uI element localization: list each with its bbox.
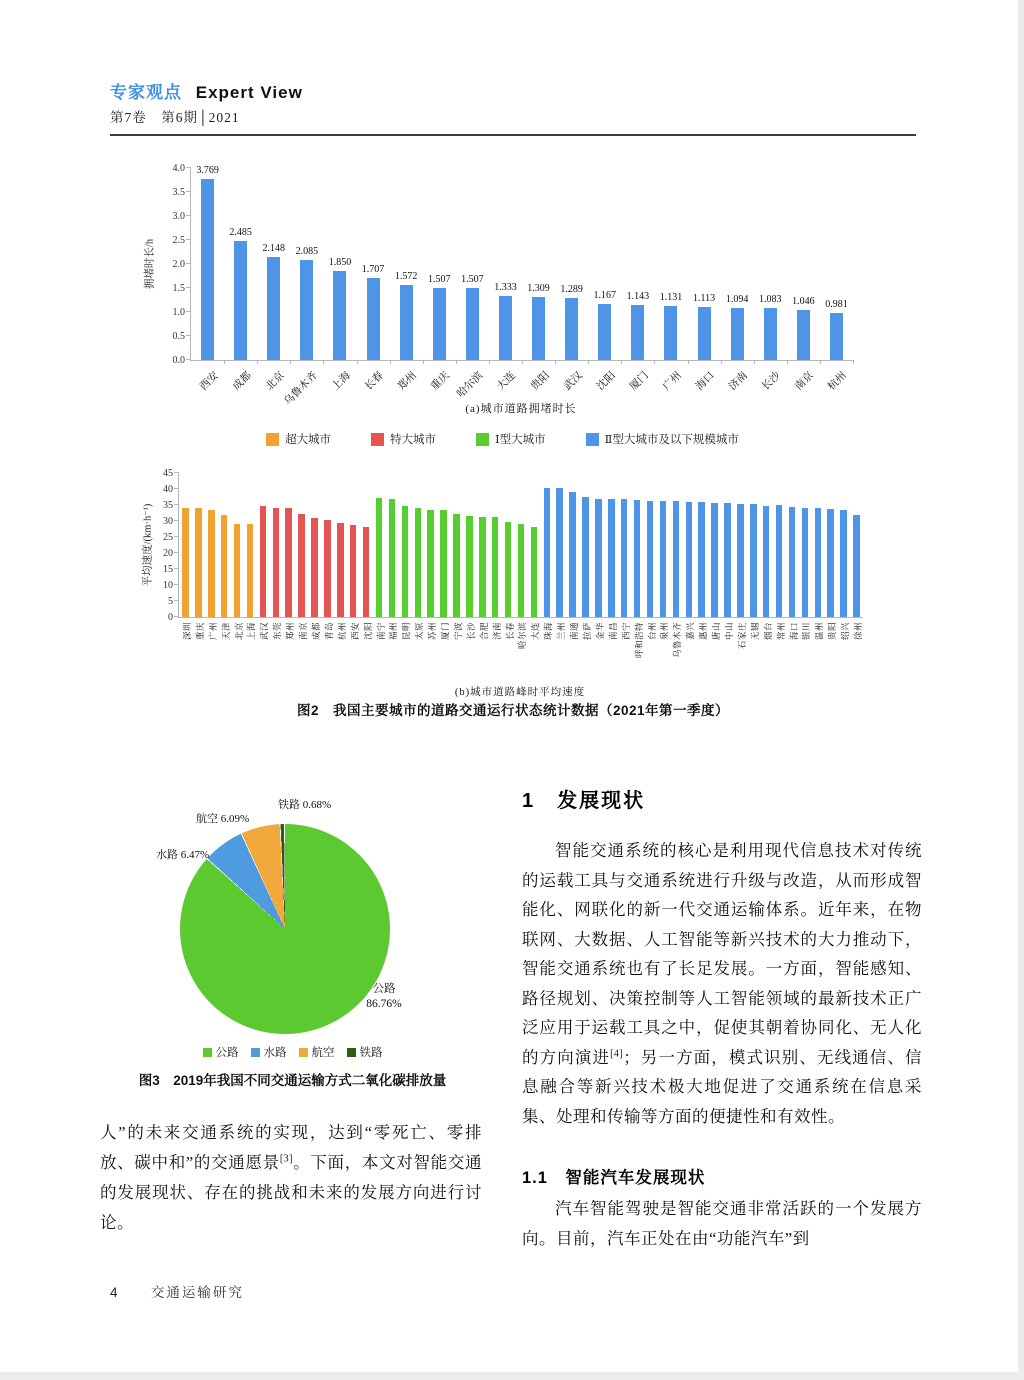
x-axis-city-label: 西宁 <box>620 622 631 641</box>
legend-label: 水路 <box>263 1047 287 1059</box>
x-axis-city-label: 合肥 <box>478 622 489 641</box>
bar <box>731 308 744 361</box>
y-axis-tick <box>186 263 191 264</box>
bar-value-label: 1.707 <box>361 264 385 276</box>
legend-label: 特大城市 <box>390 434 437 446</box>
legend-label: 公路 <box>215 1047 239 1059</box>
x-axis-city-label: 重庆 <box>194 622 205 641</box>
figure2-chart-a <box>145 160 860 420</box>
bar <box>267 257 280 360</box>
x-axis-city-label: 西安 <box>197 370 221 393</box>
x-axis-city-label: 厦门 <box>440 622 451 641</box>
y-axis-tick <box>174 520 179 521</box>
bar <box>466 288 479 360</box>
bar <box>389 499 396 617</box>
x-axis-city-label: 中山 <box>724 622 734 641</box>
x-axis-city-label: 济南 <box>491 622 502 641</box>
x-axis-city-label: 贵阳 <box>827 622 838 641</box>
legend-label: Ⅰ型大城市 <box>495 434 546 446</box>
x-axis-city-label: 重庆 <box>429 370 453 393</box>
x-axis-city-label: 上海 <box>330 370 353 393</box>
x-axis-city-label: 杭州 <box>826 370 850 393</box>
x-axis-city-label: 大连 <box>530 622 541 641</box>
x-axis-city-label: 长沙 <box>760 370 784 393</box>
y-axis-tick-label: 0.5 <box>172 331 185 342</box>
bar <box>453 514 460 617</box>
y-axis-tick <box>174 568 179 569</box>
x-axis-city-label: 石家庄 <box>736 622 747 650</box>
x-axis-city-label: 呼和浩特 <box>633 622 644 659</box>
x-axis-city-label: 武汉 <box>561 370 585 393</box>
bar-value-label: 1.289 <box>560 284 583 296</box>
pie-label-waterway: 水路 6.47% <box>156 849 210 861</box>
x-axis-city-label: 嘉兴 <box>685 622 696 641</box>
bar <box>582 497 589 617</box>
citation-ref-4: [4] <box>610 1048 624 1059</box>
y-axis-tick <box>186 191 191 192</box>
right-paragraph-1 <box>522 836 922 1131</box>
left-paragraph <box>100 1118 482 1238</box>
legend-item <box>371 431 436 447</box>
bar-value-label: 1.507 <box>461 273 484 285</box>
y-axis-tick <box>174 536 179 537</box>
bar <box>499 296 512 360</box>
legend-swatch <box>586 433 599 446</box>
bar <box>311 518 318 617</box>
y-axis-tick <box>174 504 179 505</box>
page-edge-bottom <box>0 1372 1024 1380</box>
bar <box>532 297 545 360</box>
x-axis-city-label: 南宁 <box>375 622 386 641</box>
legend-item <box>476 431 546 447</box>
x-axis-city-label: 常州 <box>775 622 786 641</box>
x-axis-city-label: 广州 <box>661 370 684 393</box>
y-axis-tick-label: 15 <box>163 564 173 575</box>
x-axis-city-label: 太原 <box>414 622 425 641</box>
bar <box>698 307 711 360</box>
bar <box>505 522 512 617</box>
x-axis-tick <box>588 360 589 364</box>
right-paragraph-1-text1: 智能交通系统的核心是利用现代信息技术对传统的运载工具与交通系统进行升级与改造，从而形成智能化、网联化的新一代交通运输体系。近年来，在物联网、大数据、人工智能等新兴技术的大力推动下，智能交通系统也有了长足发展。一方面，智能感知、路径规划、决策控制等人工智能领域的最新技术正广泛应用于运载工具之中，促使其朝着协同化、无人化的方向演进 <box>522 841 922 1067</box>
bar-value-label: 1.167 <box>593 289 616 301</box>
x-axis-city-label: 成都 <box>311 622 322 641</box>
x-axis-city-label: 成都 <box>230 370 254 393</box>
bar <box>433 288 446 360</box>
x-axis-city-label: 东莞 <box>272 622 283 641</box>
x-axis-city-label: 长春 <box>363 370 386 393</box>
y-axis-tick-label: 20 <box>163 548 173 559</box>
y-axis-tick <box>174 488 179 489</box>
bar <box>247 524 254 617</box>
y-axis-tick <box>186 287 191 288</box>
legend-item <box>251 1044 287 1060</box>
x-axis-city-label: 惠州 <box>698 622 709 641</box>
x-axis-tick <box>754 360 755 364</box>
x-axis-city-label: 福州 <box>388 622 399 641</box>
figure3 <box>100 788 485 1108</box>
x-axis-city-label: 海口 <box>694 370 717 393</box>
legend-swatch <box>203 1048 212 1057</box>
x-axis-city-label: 贵阳 <box>528 370 552 393</box>
bar-value-label: 1.309 <box>527 283 550 295</box>
x-axis-city-label: 银川 <box>801 622 812 641</box>
x-axis-city-label: 天津 <box>220 622 231 641</box>
chart-a-plot <box>144 163 853 408</box>
y-axis-tick <box>174 552 179 553</box>
bar <box>789 507 796 617</box>
y-axis-tick-label: 0 <box>168 612 173 623</box>
figure2-chart-b <box>142 466 865 698</box>
figure3-legend <box>100 1044 485 1060</box>
bar <box>544 488 551 617</box>
y-axis-tick <box>186 335 191 336</box>
citation-ref-3: [3] <box>279 1153 293 1165</box>
x-axis-city-label: 杭州 <box>336 622 347 641</box>
x-axis-tick <box>290 360 291 364</box>
x-axis-city-label: 武汉 <box>259 622 270 641</box>
bar <box>750 504 757 617</box>
x-axis-city-label: 哈尔滨 <box>455 370 486 401</box>
x-axis-city-label: 绍兴 <box>840 622 851 641</box>
x-axis-city-label: 唐山 <box>711 622 722 641</box>
header-rule <box>110 134 916 136</box>
x-axis-city-label: 大连 <box>495 370 519 393</box>
bar-value-label: 1.046 <box>792 295 815 307</box>
legend-label: 铁路 <box>359 1047 383 1059</box>
bar <box>853 515 860 617</box>
x-axis-city-label: 沈阳 <box>595 370 618 393</box>
x-axis-tick <box>224 360 225 364</box>
x-axis-tick <box>820 360 821 364</box>
y-axis-tick <box>174 472 179 473</box>
chart-b-plot <box>142 468 864 659</box>
x-axis-city-label: 沈阳 <box>362 622 373 641</box>
bar <box>376 498 383 617</box>
bar <box>337 523 344 617</box>
x-axis-city-label: 苏州 <box>427 622 438 641</box>
bar <box>466 516 473 617</box>
chart-a-ylabel: 拥堵时长/h <box>144 238 156 290</box>
legend-label: 超大城市 <box>285 434 332 446</box>
x-axis-tick <box>787 360 788 364</box>
y-axis-tick <box>186 239 191 240</box>
x-axis-tick <box>721 360 722 364</box>
bar <box>234 524 241 617</box>
journal-name: 交通运输研究 <box>150 1285 244 1300</box>
bar <box>363 527 370 617</box>
bar <box>664 306 677 360</box>
y-axis-tick-label: 3.5 <box>172 187 185 198</box>
bar <box>415 508 422 617</box>
bar <box>285 508 292 617</box>
x-axis-tick <box>522 360 523 364</box>
bar <box>221 515 228 617</box>
bar <box>631 305 644 360</box>
x-axis-city-label: 乌鲁木齐 <box>282 370 320 408</box>
left-paragraph-text2: 。下面，本文对智能交通的发展现状、存在的挑战和未来的发展方向进行讨论。 <box>100 1153 483 1232</box>
x-axis-city-label: 南昌 <box>607 622 618 641</box>
bar <box>234 241 247 360</box>
bar <box>595 499 602 617</box>
chart-a-subtitle: (a)城市道路拥堵时长 <box>465 403 577 415</box>
x-axis-city-label: 南京 <box>793 370 817 393</box>
pie-label-road <box>348 982 420 1012</box>
legend-swatch <box>371 433 384 446</box>
bar <box>427 510 434 617</box>
x-axis-city-label: 乌鲁木齐 <box>672 622 683 659</box>
bar-value-label: 1.113 <box>692 292 716 304</box>
x-axis-city-label: 无锡 <box>749 622 760 641</box>
bar-value-label: 3.769 <box>196 165 219 177</box>
bar <box>827 509 834 617</box>
bar-value-label: 0.981 <box>825 298 848 310</box>
y-axis-tick <box>186 311 191 312</box>
legend-swatch <box>299 1048 308 1057</box>
figure2-caption: 图2 我国主要城市的道路交通运行状态统计数据（2021年第一季度） <box>296 703 730 718</box>
bar <box>531 527 538 617</box>
y-axis-tick-label: 2.0 <box>172 259 185 270</box>
bar <box>569 492 576 617</box>
x-axis-city-label: 郑州 <box>396 370 420 393</box>
bar <box>737 504 744 617</box>
issue-info: 第7卷 第6期│2021 <box>110 110 240 125</box>
x-axis-city-label: 台州 <box>646 622 657 641</box>
bar <box>201 179 214 360</box>
y-axis-tick-label: 45 <box>163 468 173 479</box>
bar-value-label: 1.507 <box>428 273 451 285</box>
bar-value-label: 2.485 <box>229 226 252 238</box>
x-axis-city-label: 哈尔滨 <box>517 622 528 650</box>
y-axis-tick-label: 2.5 <box>172 235 185 246</box>
bar-value-label: 2.148 <box>262 242 285 254</box>
legend-swatch <box>476 433 489 446</box>
x-axis-city-label: 深圳 <box>181 622 192 641</box>
x-axis-city-label: 青岛 <box>323 622 334 641</box>
bar <box>763 506 770 617</box>
bar <box>647 501 654 617</box>
pie-label-aviation: 航空 6.09% <box>196 813 250 825</box>
x-axis-tick <box>390 360 391 364</box>
y-axis-tick-label: 4.0 <box>172 163 185 174</box>
x-axis-city-label: 南通 <box>569 622 580 641</box>
bar <box>479 517 486 617</box>
bar <box>492 517 499 617</box>
x-axis-city-label: 兰州 <box>556 622 567 641</box>
legend-item <box>266 431 331 447</box>
bar <box>367 278 380 360</box>
bar <box>400 285 413 360</box>
x-axis-city-label: 济南 <box>727 370 751 393</box>
x-axis-tick <box>621 360 622 364</box>
chart-b-ylabel: 平均速度/(km·h⁻¹) <box>142 503 154 587</box>
x-axis-city-label: 金华 <box>594 622 605 641</box>
bar <box>518 524 525 617</box>
chart-b-subtitle: (b)城市道路峰时平均速度 <box>454 687 586 698</box>
x-axis-city-label: 长沙 <box>465 622 476 641</box>
y-axis-tick-label: 0.0 <box>172 355 185 366</box>
legend-swatch <box>347 1048 356 1057</box>
x-axis-city-label: 南京 <box>298 622 309 641</box>
x-axis-tick <box>423 360 424 364</box>
bar <box>802 508 809 617</box>
bar <box>797 310 810 360</box>
bar <box>673 501 680 617</box>
bar-value-label: 1.333 <box>494 282 517 294</box>
x-axis-tick <box>456 360 457 364</box>
legend-label: 航空 <box>311 1047 335 1059</box>
page-footer <box>110 1281 244 1301</box>
bar <box>440 510 447 617</box>
bar <box>621 499 628 617</box>
y-axis-tick-label: 25 <box>163 532 173 543</box>
x-axis-tick <box>257 360 258 364</box>
x-axis-city-label: 珠海 <box>543 622 554 641</box>
bar <box>195 508 202 617</box>
x-axis-city-label: 北京 <box>264 370 287 393</box>
figure3-caption: 图3 2019年我国不同交通运输方式二氧化碳排放量 <box>138 1073 447 1088</box>
bar <box>298 514 305 617</box>
bar <box>273 508 280 617</box>
y-axis-tick-label: 3.0 <box>172 211 185 222</box>
x-axis-city-label: 西安 <box>349 622 360 641</box>
x-axis-tick <box>489 360 490 364</box>
bar <box>565 298 578 360</box>
bar-value-label: 1.572 <box>394 270 418 282</box>
bar <box>764 308 777 360</box>
x-axis-city-label: 宁波 <box>452 622 463 641</box>
x-axis-city-label: 海口 <box>788 622 799 641</box>
bar <box>333 271 346 360</box>
bar <box>608 499 615 617</box>
header-section <box>110 78 303 103</box>
legend-swatch <box>266 433 279 446</box>
x-axis-tick <box>853 360 854 364</box>
y-axis-tick-label: 35 <box>163 500 173 511</box>
legend-item <box>203 1044 239 1060</box>
bar-value-label: 1.083 <box>759 294 782 306</box>
bar <box>698 502 705 617</box>
x-axis-tick <box>654 360 655 364</box>
y-axis-tick <box>186 215 191 216</box>
page-number: 4 <box>110 1285 118 1300</box>
y-axis-tick-label: 1.0 <box>172 307 185 318</box>
bar-value-label: 2.085 <box>295 245 319 257</box>
bar <box>634 500 641 617</box>
page-edge-right <box>1018 0 1024 1380</box>
y-axis-tick <box>186 359 191 360</box>
bar-value-label: 1.094 <box>725 293 749 305</box>
x-axis-tick <box>688 360 689 364</box>
bar <box>324 520 331 617</box>
x-axis-tick <box>357 360 358 364</box>
bar <box>402 506 409 617</box>
pie-label-road-pct: 86.76% <box>366 998 402 1010</box>
section-heading-1: 1 发展现状 <box>522 790 646 812</box>
bar <box>711 503 718 617</box>
legend-item <box>586 431 739 447</box>
section-title-en: Expert View <box>195 83 303 102</box>
bar <box>830 313 843 360</box>
x-axis-city-label: 徐州 <box>853 622 864 641</box>
bar <box>556 488 563 617</box>
x-axis-city-label: 上海 <box>246 622 257 641</box>
y-axis-tick-label: 5 <box>168 596 173 607</box>
y-axis-tick <box>174 584 179 585</box>
bar <box>776 505 783 617</box>
bar <box>260 506 267 617</box>
bar <box>815 508 822 617</box>
bar-value-label: 1.131 <box>659 291 683 303</box>
bar <box>598 304 611 360</box>
pie-label-railway: 铁路 0.68% <box>278 799 332 811</box>
y-axis-tick-label: 30 <box>163 516 173 527</box>
bar-value-label: 1.850 <box>328 257 352 269</box>
y-axis-tick-label: 10 <box>163 580 173 591</box>
legend-item <box>299 1044 335 1060</box>
bar-value-label: 1.143 <box>626 291 650 303</box>
legend-item <box>347 1044 383 1060</box>
x-axis-city-label: 长春 <box>504 622 515 641</box>
bar <box>686 502 693 617</box>
legend-label: Ⅱ型大城市及以下规模城市 <box>604 434 739 446</box>
left-paragraph-text1: 人”的未来交通系统的实现，达到“零死亡、零排放、碳中和”的交通愿景 <box>100 1123 482 1172</box>
x-axis-city-label: 拉萨 <box>582 622 593 641</box>
x-axis-city-label: 温州 <box>814 622 825 641</box>
x-axis-tick <box>555 360 556 364</box>
x-axis-city-label: 烟台 <box>762 622 773 641</box>
y-axis-tick <box>174 600 179 601</box>
section-title-cn: 专家观点 <box>110 83 182 102</box>
bar <box>660 501 667 617</box>
y-axis-tick-label: 40 <box>163 484 173 495</box>
x-axis-city-label: 昆明 <box>401 622 412 641</box>
right-paragraph-2: 汽车智能驾驶是智能交通非常活跃的一个发展方向。目前，汽车正处在由“功能汽车”到 <box>522 1199 922 1248</box>
y-axis-tick-label: 1.5 <box>172 283 185 294</box>
legend-swatch <box>251 1048 260 1057</box>
bar <box>182 508 189 617</box>
bar <box>350 525 357 617</box>
bar <box>300 260 313 360</box>
x-axis-city-label: 北京 <box>233 622 244 641</box>
right-paragraph-1-text2: ；另一方面，模式识别、无线通信、信息融合等新兴技术极大地促进了交通系统在信息采集、处理和传输等方面的便捷性和有效性。 <box>522 1047 923 1126</box>
section-heading-1-1: 1.1 智能汽车发展现状 <box>522 1169 706 1187</box>
figure2-legend <box>145 431 860 447</box>
x-axis-tick <box>323 360 324 364</box>
pie-label-road-name: 公路 <box>372 983 396 995</box>
x-axis-city-label: 广州 <box>207 622 218 641</box>
bar <box>840 510 847 617</box>
x-axis-city-label: 郑州 <box>285 622 296 641</box>
bar <box>208 510 215 617</box>
bar <box>724 503 731 617</box>
x-axis-city-label: 泉州 <box>659 622 670 641</box>
y-axis-tick <box>174 616 179 617</box>
x-axis-city-label: 厦门 <box>628 370 651 393</box>
